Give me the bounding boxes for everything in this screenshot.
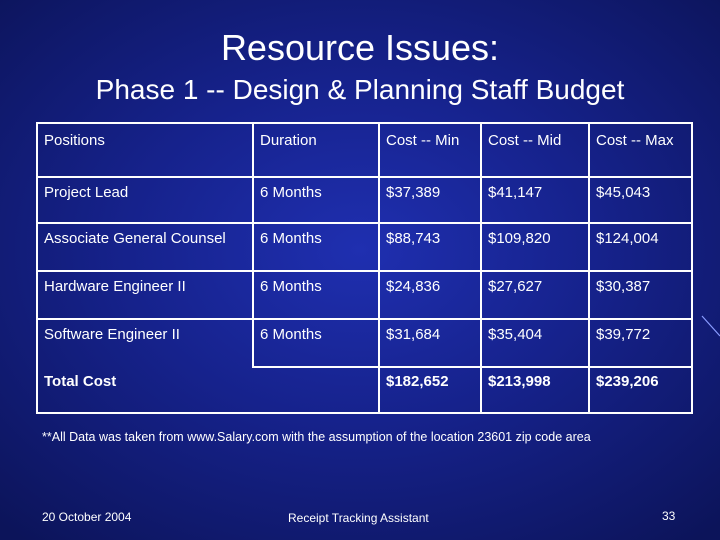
- total-cost-min: $182,652: [379, 367, 481, 413]
- table-row: [37, 271, 692, 319]
- cell-position: Project Lead: [37, 177, 253, 223]
- table-row: [37, 177, 692, 223]
- header-cost-min: Cost -- Min: [379, 123, 481, 177]
- cell-cost-min: $24,836: [379, 271, 481, 319]
- table-header-row: [37, 123, 692, 177]
- cell-position: Hardware Engineer II: [37, 271, 253, 319]
- cell-cost-min: $31,684: [379, 319, 481, 367]
- cell-cost-mid: $35,404: [481, 319, 589, 367]
- cell-cost-mid: $41,147: [481, 177, 589, 223]
- cell-cost-max: $39,772: [589, 319, 692, 367]
- slide-subtitle: Phase 1 -- Design & Planning Staff Budget: [95, 74, 625, 105]
- footer-title: Receipt Tracking Assistant: [288, 511, 429, 525]
- table-row: [37, 319, 692, 367]
- cell-cost-min: $37,389: [379, 177, 481, 223]
- budget-table: [36, 122, 693, 414]
- cell-position: Software Engineer II: [37, 319, 253, 367]
- table-total-row: [37, 367, 692, 413]
- cell-cost-max: $124,004: [589, 223, 692, 271]
- cell-position: Associate General Counsel: [37, 223, 253, 271]
- header-cost-max: Cost -- Max: [589, 123, 692, 177]
- header-cost-mid: Cost -- Mid: [481, 123, 589, 177]
- cell-duration: 6 Months: [253, 319, 379, 367]
- header-duration: Duration: [253, 123, 379, 177]
- cell-cost-max: $45,043: [589, 177, 692, 223]
- slide-title: Resource Issues:: [220, 27, 500, 68]
- cell-duration: 6 Months: [253, 223, 379, 271]
- total-cost-mid: $213,998: [481, 367, 589, 413]
- cell-cost-mid: $27,627: [481, 271, 589, 319]
- total-cost-max: $239,206: [589, 367, 692, 413]
- cell-cost-min: $88,743: [379, 223, 481, 271]
- cell-duration: 6 Months: [253, 177, 379, 223]
- cell-duration: 6 Months: [253, 271, 379, 319]
- decorative-line: [702, 316, 720, 336]
- footer-date: 20 October 2004: [42, 510, 132, 524]
- header-positions: Positions: [37, 123, 253, 177]
- data-source-note: **All Data was taken from www.Salary.com with the assumption of the location 23601 zip code area: [42, 430, 591, 444]
- total-label: Total Cost: [37, 367, 379, 413]
- cell-cost-max: $30,387: [589, 271, 692, 319]
- page-number: 33: [662, 509, 676, 523]
- cell-cost-mid: $109,820: [481, 223, 589, 271]
- table-row: [37, 223, 692, 271]
